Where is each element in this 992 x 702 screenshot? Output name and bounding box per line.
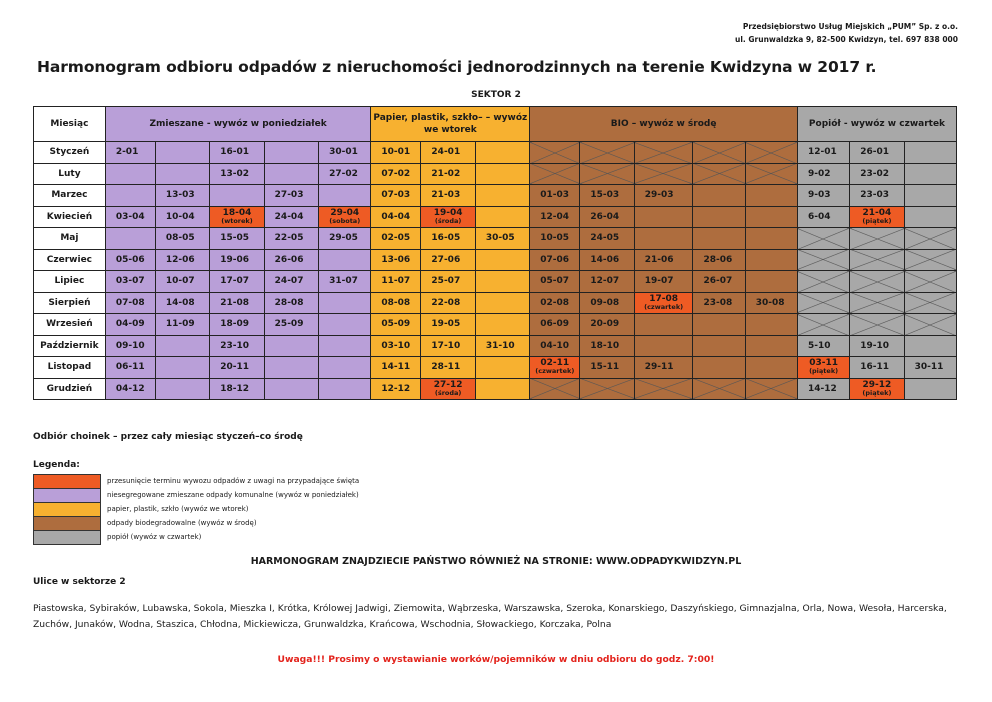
bio-date-cell: 26-04 [580,206,634,228]
christmas-tree-note: Odbiór choinek – przez cały miesiąc styczeń–co środę [33,432,303,442]
header-month: Miesiąc [34,107,106,142]
mixed-date-cell [319,292,371,314]
legend-label: papier, plastik, szkło (wywóz we wtorek) [107,505,249,513]
legend-swatch [33,502,101,517]
mixed-date-cell: 03-04 [105,206,155,228]
paper-date-cell [475,142,529,164]
bio-date-cell [634,314,693,336]
paper-date-cell: 21-03 [421,185,475,207]
mixed-date-cell [319,185,371,207]
legend [33,474,359,544]
table-row [34,335,957,357]
bio-date-cell: 29-11 [634,357,693,379]
ash-no-collection-cell [850,314,904,336]
bio-date-cell: 07-06 [530,249,580,271]
bio-no-collection-cell [580,378,634,400]
mixed-date-cell [210,185,264,207]
mixed-date-cell [264,378,318,400]
mixed-date-cell: 25-09 [264,314,318,336]
bio-date-cell: 23-08 [693,292,745,314]
month-cell: Listopad [34,357,106,379]
bio-no-collection-cell [693,163,745,185]
paper-date-cell [475,271,529,293]
paper-date-cell: 07-02 [371,163,421,185]
paper-date-cell: 05-09 [371,314,421,336]
bio-no-collection-cell [693,142,745,164]
ash-date-cell: 9-02 [797,163,849,185]
mixed-date-cell [319,335,371,357]
table-row [34,357,957,379]
bio-no-collection-cell [580,163,634,185]
ash-date-cell [904,206,956,228]
table-row [34,206,957,228]
mixed-date-cell: 24-04 [264,206,318,228]
shifted-date: 21-04 [862,207,892,218]
bio-no-collection-cell [530,142,580,164]
month-cell: Wrzesień [34,314,106,336]
ash-date-cell: 26-01 [850,142,904,164]
ash-no-collection-cell [797,271,849,293]
table-row [34,249,957,271]
paper-date-cell: 14-11 [371,357,421,379]
mixed-date-cell [319,249,371,271]
shifted-date: 27-12 [433,379,463,390]
website-note: HARMONOGRAM ZNAJDZIECIE PAŃSTWO RÓWNIEŻ NA STRONIE: WWW.ODPADYKWIDZYN.PL [250,556,742,567]
shifted-day-note: (sobota) [329,216,361,225]
ash-no-collection-cell [904,271,956,293]
bio-date-cell [745,249,797,271]
paper-date-cell: 02-05 [371,228,421,250]
ash-no-collection-cell [850,228,904,250]
mixed-date-cell [319,378,371,400]
page-title: Harmonogram odbioru odpadów z nieruchomości jednorodzinnych na terenie Kwidzyna w 2017 r. [37,58,877,76]
month-cell: Styczeń [34,142,106,164]
mixed-date-cell [319,357,371,379]
legend-swatch [33,516,101,531]
legend-item [33,530,359,544]
bio-date-cell [745,228,797,250]
ash-date-cell [904,185,956,207]
ash-date-cell: 12-01 [797,142,849,164]
mixed-date-cell: 14-08 [155,292,209,314]
bio-date-cell: 21-06 [634,249,693,271]
streets-list: Piastowska, Sybiraków, Lubawska, Sokola, Mieszka I, Krótka, Królowej Jadwigi, Ziemowita, Wąbrzeska, Warszawska, Szeroka, Konarskiego, Daszyńskiego, Gimnazjalna, Orla, Nowa, Wesoła, Harcerska, Zuchów, Junaków, Wodna, Staszica, Chłodna, Mickiewicza, Grunwaldzka, Krańcowa, Wschodnia, Słowackiego, Korczaka, Polna [33,603,947,630]
mixed-shifted-date-cell [210,206,264,228]
header-mixed: Zmieszane - wywóz w poniedziałek [105,107,371,142]
bio-date-cell [693,206,745,228]
legend-title: Legenda: [33,460,80,470]
bio-date-cell: 19-07 [634,271,693,293]
shifted-day-note: (środa) [434,388,462,397]
mixed-date-cell: 10-07 [155,271,209,293]
ash-shifted-date-cell [797,357,849,379]
bio-date-cell: 09-08 [580,292,634,314]
paper-date-cell: 21-02 [421,163,475,185]
ash-no-collection-cell [850,292,904,314]
paper-date-cell: 12-12 [371,378,421,400]
bio-no-collection-cell [745,142,797,164]
bio-date-cell: 26-07 [693,271,745,293]
month-cell: Luty [34,163,106,185]
bio-date-cell: 12-07 [580,271,634,293]
ash-no-collection-cell [904,292,956,314]
bio-date-cell [693,357,745,379]
bio-date-cell: 20-09 [580,314,634,336]
legend-label: przesunięcie terminu wywozu odpadów z uwagi na przypadające święta [107,477,360,485]
paper-date-cell: 25-07 [421,271,475,293]
bio-date-cell: 30-08 [745,292,797,314]
bio-date-cell: 10-05 [530,228,580,250]
mixed-date-cell: 11-09 [155,314,209,336]
mixed-date-cell: 21-08 [210,292,264,314]
paper-date-cell: 22-08 [421,292,475,314]
bio-date-cell [634,228,693,250]
bio-date-cell: 05-07 [530,271,580,293]
shifted-day-note: (środa) [434,216,462,225]
ash-date-cell: 30-11 [904,357,956,379]
mixed-date-cell [155,378,209,400]
table-row [34,185,957,207]
ash-date-cell: 5-10 [797,335,849,357]
bio-date-cell: 18-10 [580,335,634,357]
paper-date-cell [475,249,529,271]
mixed-date-cell [264,357,318,379]
bio-date-cell: 14-06 [580,249,634,271]
shifted-date: 03-11 [809,358,838,369]
paper-date-cell [475,292,529,314]
paper-date-cell: 03-10 [371,335,421,357]
mixed-date-cell: 04-12 [105,378,155,400]
mixed-date-cell [105,163,155,185]
streets-title: Ulice w sektorze 2 [33,577,126,587]
shifted-day-note: (piątek) [809,367,839,376]
company-info [735,20,958,46]
mixed-date-cell: 03-07 [105,271,155,293]
schedule-table [33,106,957,400]
paper-date-cell [475,206,529,228]
legend-label: niesegregowane zmieszane odpady komunalne (wywóz w poniedziałek) [107,491,359,499]
ash-date-cell: 6-04 [797,206,849,228]
mixed-date-cell: 18-09 [210,314,264,336]
mixed-date-cell: 22-05 [264,228,318,250]
mixed-date-cell: 13-02 [210,163,264,185]
paper-shifted-date-cell [421,378,475,400]
header-paper: Papier, plastik, szkło– – wywóz we wtorek [371,107,530,142]
paper-date-cell: 30-05 [475,228,529,250]
table-row [34,378,957,400]
ash-no-collection-cell [797,314,849,336]
mixed-date-cell: 30-01 [319,142,371,164]
bio-date-cell [745,314,797,336]
bio-date-cell: 02-08 [530,292,580,314]
shifted-date: 19-04 [433,207,463,218]
legend-swatch [33,474,101,489]
paper-date-cell [475,357,529,379]
mixed-date-cell [319,314,371,336]
paper-date-cell: 24-01 [421,142,475,164]
legend-swatch [33,530,101,545]
paper-date-cell: 28-11 [421,357,475,379]
bio-no-collection-cell [634,378,693,400]
mixed-date-cell [155,357,209,379]
mixed-date-cell: 12-06 [155,249,209,271]
ash-no-collection-cell [797,249,849,271]
shifted-day-note: (piątek) [862,216,892,225]
mixed-date-cell: 28-08 [264,292,318,314]
bio-date-cell [745,335,797,357]
mixed-date-cell: 17-07 [210,271,264,293]
table-row [34,228,957,250]
paper-date-cell [475,314,529,336]
ash-date-cell: 9-03 [797,185,849,207]
paper-date-cell [475,163,529,185]
mixed-date-cell: 27-02 [319,163,371,185]
mixed-date-cell: 29-05 [319,228,371,250]
month-cell: Marzec [34,185,106,207]
paper-date-cell: 11-07 [371,271,421,293]
mixed-date-cell: 15-05 [210,228,264,250]
bio-no-collection-cell [634,163,693,185]
ash-no-collection-cell [850,249,904,271]
mixed-date-cell [105,185,155,207]
warning-note: Uwaga!!! Prosimy o wystawianie worków/pojemników w dniu odbioru do godz. 7:00! [277,654,715,665]
bio-date-cell: 06-09 [530,314,580,336]
paper-date-cell: 08-08 [371,292,421,314]
bio-date-cell: 01-03 [530,185,580,207]
ash-no-collection-cell [797,292,849,314]
mixed-date-cell: 2-01 [105,142,155,164]
ash-no-collection-cell [797,228,849,250]
legend-item [33,474,359,488]
mixed-date-cell: 04-09 [105,314,155,336]
paper-date-cell: 27-06 [421,249,475,271]
paper-date-cell: 07-03 [371,185,421,207]
month-cell: Kwiecień [34,206,106,228]
legend-item [33,516,359,530]
shifted-day-note: (czwartek) [535,367,575,376]
shifted-day-note: (czwartek) [644,302,684,311]
mixed-date-cell [155,335,209,357]
mixed-date-cell [105,228,155,250]
month-cell: Sierpień [34,292,106,314]
legend-item [33,488,359,502]
mixed-date-cell: 10-04 [155,206,209,228]
paper-date-cell: 17-10 [421,335,475,357]
ash-no-collection-cell [850,271,904,293]
ash-date-cell: 23-02 [850,163,904,185]
legend-label: odpady biodegradowalne (wywóz w środę) [107,519,257,527]
shifted-date: 29-04 [330,207,360,218]
mixed-date-cell: 31-07 [319,271,371,293]
header-ash: Popiół - wywóz w czwartek [797,107,956,142]
legend-item [33,502,359,516]
bio-no-collection-cell [745,163,797,185]
bio-date-cell: 29-03 [634,185,693,207]
bio-date-cell: 12-04 [530,206,580,228]
header-bio: BIO – wywóz w środę [530,107,798,142]
table-row [34,314,957,336]
bio-date-cell [693,185,745,207]
bio-date-cell [693,228,745,250]
bio-date-cell: 04-10 [530,335,580,357]
bio-date-cell [745,357,797,379]
mixed-date-cell: 06-11 [105,357,155,379]
legend-label: popiół (wywóz w czwartek) [107,533,202,541]
bio-no-collection-cell [580,142,634,164]
paper-date-cell [475,378,529,400]
mixed-date-cell: 09-10 [105,335,155,357]
bio-date-cell: 28-06 [693,249,745,271]
shifted-day-note: (wtorek) [221,216,253,225]
ash-date-cell: 23-03 [850,185,904,207]
bio-date-cell [693,314,745,336]
sector-label: SEKTOR 2 [471,90,521,100]
mixed-shifted-date-cell [319,206,371,228]
ash-no-collection-cell [904,314,956,336]
mixed-date-cell [264,142,318,164]
company-name: Przedsiębiorstwo Usług Miejskich „PUM” Sp. z o.o. [742,22,958,31]
bio-no-collection-cell [530,163,580,185]
paper-date-cell: 31-10 [475,335,529,357]
ash-no-collection-cell [904,228,956,250]
legend-swatch [33,488,101,503]
ash-date-cell: 14-12 [797,378,849,400]
ash-date-cell: 19-10 [850,335,904,357]
bio-date-cell [693,335,745,357]
ash-shifted-date-cell [850,378,904,400]
shifted-date: 17-08 [649,293,678,304]
bio-shifted-date-cell [530,357,580,379]
mixed-date-cell: 24-07 [264,271,318,293]
mixed-date-cell: 18-12 [210,378,264,400]
shifted-date: 02-11 [540,358,570,369]
month-cell: Grudzień [34,378,106,400]
mixed-date-cell: 16-01 [210,142,264,164]
mixed-date-cell: 08-05 [155,228,209,250]
mixed-date-cell: 05-06 [105,249,155,271]
bio-date-cell: 15-03 [580,185,634,207]
mixed-date-cell: 07-08 [105,292,155,314]
paper-shifted-date-cell [421,206,475,228]
bio-date-cell: 24-05 [580,228,634,250]
mixed-date-cell: 23-10 [210,335,264,357]
paper-date-cell: 04-04 [371,206,421,228]
mixed-date-cell [155,142,209,164]
month-cell: Maj [34,228,106,250]
table-row [34,271,957,293]
bio-shifted-date-cell [634,292,693,314]
paper-date-cell: 19-05 [421,314,475,336]
ash-date-cell [904,378,956,400]
mixed-date-cell: 20-11 [210,357,264,379]
table-row [34,142,957,164]
month-cell: Lipiec [34,271,106,293]
ash-no-collection-cell [904,249,956,271]
ash-date-cell [904,142,956,164]
shifted-day-note: (piątek) [862,388,892,397]
bio-date-cell [634,335,693,357]
bio-no-collection-cell [634,142,693,164]
shifted-date: 18-04 [222,207,252,218]
bio-date-cell [745,271,797,293]
bio-no-collection-cell [693,378,745,400]
mixed-date-cell [264,335,318,357]
bio-no-collection-cell [745,378,797,400]
paper-date-cell: 16-05 [421,228,475,250]
ash-shifted-date-cell [850,206,904,228]
month-cell: Październik [34,335,106,357]
table-row [34,292,957,314]
mixed-date-cell: 26-06 [264,249,318,271]
bio-no-collection-cell [530,378,580,400]
ash-date-cell [904,335,956,357]
shifted-date: 29-12 [862,379,892,390]
ash-date-cell: 16-11 [850,357,904,379]
bio-date-cell [745,185,797,207]
paper-date-cell [475,185,529,207]
mixed-date-cell: 27-03 [264,185,318,207]
ash-date-cell [904,163,956,185]
bio-date-cell [745,206,797,228]
mixed-date-cell: 13-03 [155,185,209,207]
mixed-date-cell: 19-06 [210,249,264,271]
table-row [34,163,957,185]
bio-date-cell: 15-11 [580,357,634,379]
mixed-date-cell [155,163,209,185]
paper-date-cell: 10-01 [371,142,421,164]
company-address: ul. Grunwaldzka 9, 82-500 Kwidzyn, tel. 697 838 000 [735,35,958,44]
mixed-date-cell [264,163,318,185]
bio-date-cell [634,206,693,228]
month-cell: Czerwiec [34,249,106,271]
paper-date-cell: 13-06 [371,249,421,271]
schedule-body [34,142,957,400]
